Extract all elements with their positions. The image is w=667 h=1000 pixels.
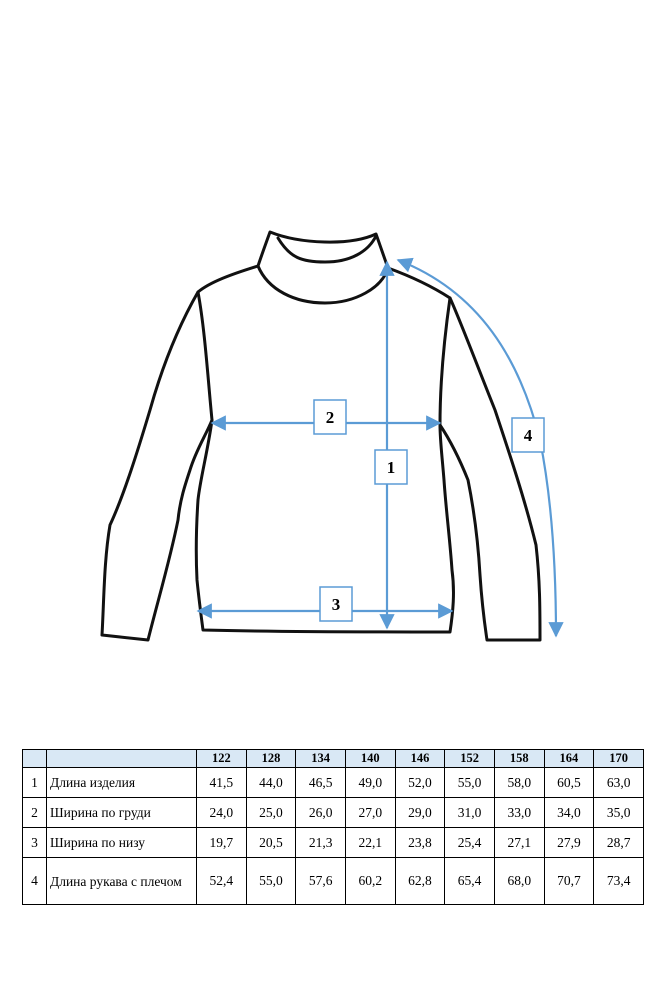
size-header: 128 — [246, 750, 296, 768]
table-cell: 25,4 — [445, 828, 495, 858]
marker-4-label: 4 — [523, 426, 533, 445]
table-cell: 34,0 — [544, 798, 594, 828]
row-name: Ширина по груди — [47, 798, 197, 828]
table-cell: 60,2 — [345, 858, 395, 905]
size-header: 146 — [395, 750, 445, 768]
size-header: 158 — [494, 750, 544, 768]
table-cell: 73,4 — [594, 858, 644, 905]
size-header: 140 — [345, 750, 395, 768]
size-header: 170 — [594, 750, 644, 768]
table-row — [23, 768, 644, 798]
row-number: 4 — [23, 858, 47, 905]
table-cell: 35,0 — [594, 798, 644, 828]
table-cell: 25,0 — [246, 798, 296, 828]
table-cell: 26,0 — [296, 798, 346, 828]
table-cell: 22,1 — [345, 828, 395, 858]
size-header: 122 — [197, 750, 247, 768]
size-header: 164 — [544, 750, 594, 768]
marker-2-label: 2 — [325, 408, 335, 427]
size-header: 134 — [296, 750, 346, 768]
table-cell: 49,0 — [345, 768, 395, 798]
row-number: 1 — [23, 768, 47, 798]
table-cell: 21,3 — [296, 828, 346, 858]
header-num-cell — [23, 750, 47, 768]
table-cell: 52,0 — [395, 768, 445, 798]
row-name: Ширина по низу — [47, 828, 197, 858]
row-name: Длина изделия — [47, 768, 197, 798]
table-cell: 46,5 — [296, 768, 346, 798]
marker-3 — [320, 587, 352, 621]
table-cell: 70,7 — [544, 858, 594, 905]
table-cell: 31,0 — [445, 798, 495, 828]
row-number: 3 — [23, 828, 47, 858]
table-cell: 33,0 — [494, 798, 544, 828]
table-cell: 44,0 — [246, 768, 296, 798]
marker-1 — [375, 450, 407, 484]
table-cell: 24,0 — [197, 798, 247, 828]
marker-4 — [512, 418, 544, 452]
table-cell: 57,6 — [296, 858, 346, 905]
table-cell: 20,5 — [246, 828, 296, 858]
table-cell: 60,5 — [544, 768, 594, 798]
table-cell: 27,1 — [494, 828, 544, 858]
row-name: Длина рукава с плечом — [47, 858, 197, 905]
table-cell: 65,4 — [445, 858, 495, 905]
table-cell: 52,4 — [197, 858, 247, 905]
table-cell: 19,7 — [197, 828, 247, 858]
table-cell: 55,0 — [246, 858, 296, 905]
table-cell: 27,0 — [345, 798, 395, 828]
table-cell: 55,0 — [445, 768, 495, 798]
table-cell: 63,0 — [594, 768, 644, 798]
table-cell: 23,8 — [395, 828, 445, 858]
table-cell: 29,0 — [395, 798, 445, 828]
size-header-row — [23, 750, 644, 768]
table-row — [23, 798, 644, 828]
row-number: 2 — [23, 798, 47, 828]
marker-2 — [314, 400, 346, 434]
table-cell: 58,0 — [494, 768, 544, 798]
marker-3-label: 3 — [331, 595, 341, 614]
header-name-cell — [47, 750, 197, 768]
table-row — [23, 858, 644, 905]
table-cell: 62,8 — [395, 858, 445, 905]
table-row — [23, 828, 644, 858]
table-cell: 27,9 — [544, 828, 594, 858]
sweater-outline — [102, 232, 540, 640]
table-cell: 41,5 — [197, 768, 247, 798]
measurement-lines — [198, 260, 556, 636]
table-cell: 68,0 — [494, 858, 544, 905]
size-header: 152 — [445, 750, 495, 768]
marker-1-label: 1 — [386, 458, 396, 477]
size-table — [22, 749, 644, 905]
table-cell: 28,7 — [594, 828, 644, 858]
